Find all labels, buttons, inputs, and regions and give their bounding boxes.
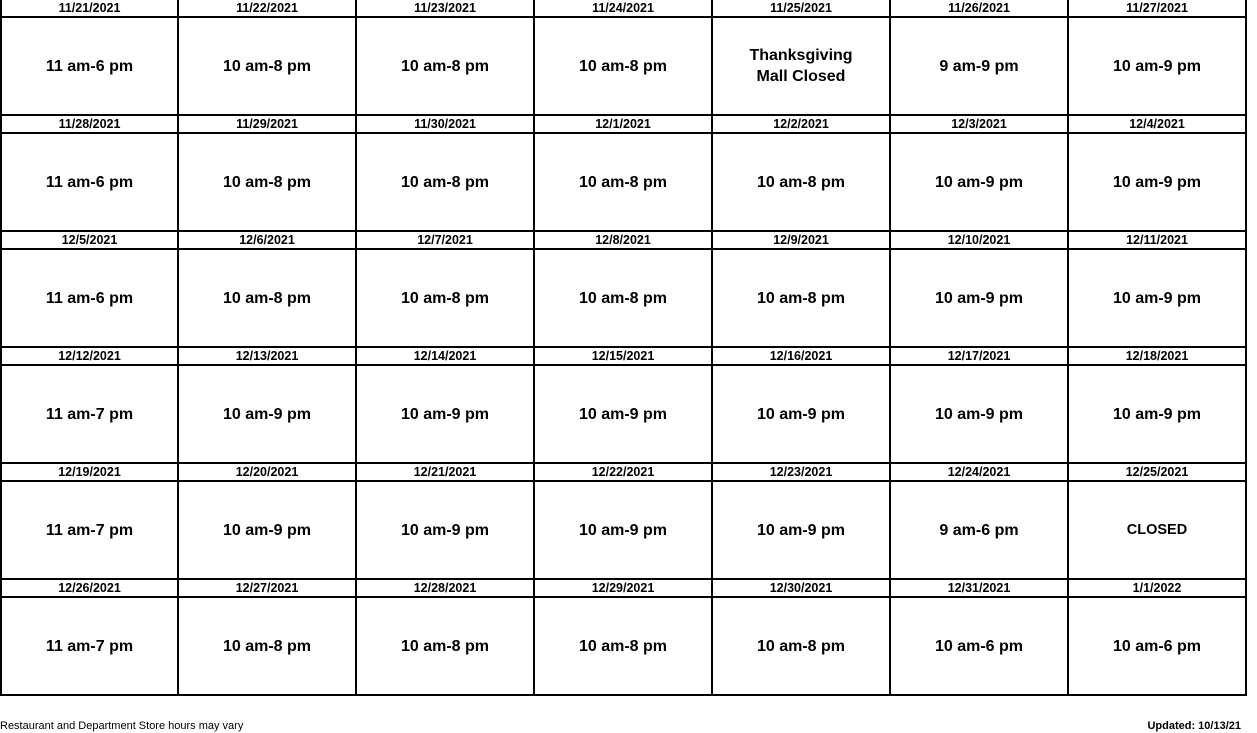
hours-text: 10 am-8 pm [400,637,490,655]
hours-row [1,133,1246,231]
hours-text: 10 am-8 pm [578,289,668,307]
hours-cell [1,365,178,463]
date-cell: 12/27/2021 [178,579,356,597]
hours-cell [178,365,356,463]
hours-cell [178,133,356,231]
date-cell: 11/22/2021 [178,0,356,17]
hours-text: 11 am-6 pm [45,173,134,191]
hours-cell [890,365,1068,463]
date-cell: 12/24/2021 [890,463,1068,481]
date-cell: 12/17/2021 [890,347,1068,365]
hours-cell [178,481,356,579]
hours-text: 10 am-9 pm [222,405,312,423]
hours-text: 10 am-8 pm [578,637,668,655]
hours-text: 10 am-9 pm [400,521,490,539]
hours-cell [356,597,534,695]
hours-cell [1068,597,1246,695]
date-cell: 12/26/2021 [1,579,178,597]
hours-cell [356,481,534,579]
hours-text: 11 am-6 pm [45,57,134,75]
hours-row [1,249,1246,347]
hours-text: 10 am-9 pm [934,289,1024,307]
date-cell: 12/8/2021 [534,231,712,249]
date-cell: 12/7/2021 [356,231,534,249]
date-cell: 12/9/2021 [712,231,890,249]
hours-text: 10 am-6 pm [934,637,1024,655]
hours-text: 11 am-7 pm [45,637,134,655]
date-cell: 12/3/2021 [890,115,1068,133]
date-cell: 12/29/2021 [534,579,712,597]
date-cell: 12/31/2021 [890,579,1068,597]
hours-cell [178,597,356,695]
hours-text: 11 am-7 pm [45,405,134,423]
date-cell: 12/30/2021 [712,579,890,597]
hours-row [1,597,1246,695]
date-cell: 12/4/2021 [1068,115,1246,133]
hours-row [1,17,1246,115]
updated-date: Updated: 10/13/21 [1147,720,1241,732]
hours-text: 10 am-8 pm [756,637,846,655]
hours-cell [1068,481,1246,579]
hours-cell [890,17,1068,115]
hours-text: 9 am-9 pm [939,57,1019,75]
hours-text: 10 am-9 pm [1112,289,1202,307]
hours-text: 10 am-9 pm [1112,57,1202,75]
hours-text: 9 am-6 pm [939,521,1019,539]
date-cell: 12/2/2021 [712,115,890,133]
hours-text: 10 am-9 pm [934,405,1024,423]
date-cell: 1/1/2022 [1068,579,1246,597]
date-cell: 12/21/2021 [356,463,534,481]
hours-text: 10 am-8 pm [578,57,668,75]
date-cell: 12/18/2021 [1068,347,1246,365]
hours-text: 10 am-9 pm [578,521,668,539]
hours-cell [534,133,712,231]
hours-cell [712,365,890,463]
date-cell: 11/27/2021 [1068,0,1246,17]
hours-text: Thanksgiving Mall Closed [749,47,853,85]
date-cell: 11/25/2021 [712,0,890,17]
hours-cell [356,249,534,347]
hours-text: 10 am-8 pm [400,289,490,307]
hours-text: 10 am-9 pm [1112,405,1202,423]
hours-text: 10 am-9 pm [222,521,312,539]
hours-cell [1,481,178,579]
hours-text: 10 am-8 pm [756,289,846,307]
date-cell: 12/23/2021 [712,463,890,481]
hours-cell [712,597,890,695]
hours-cell [712,17,890,115]
schedule-body [1,0,1246,695]
date-cell: 12/16/2021 [712,347,890,365]
footer-note: Restaurant and Department Store hours may vary [0,720,244,732]
date-cell: 11/28/2021 [1,115,178,133]
date-cell: 12/19/2021 [1,463,178,481]
hours-cell [1,597,178,695]
hours-cell [890,133,1068,231]
hours-text: 11 am-6 pm [45,289,134,307]
date-cell: 11/23/2021 [356,0,534,17]
date-row [1,0,1246,17]
hours-row [1,365,1246,463]
hours-text: 10 am-6 pm [1112,637,1202,655]
hours-text: 10 am-9 pm [400,405,490,423]
hours-cell [178,249,356,347]
date-cell: 12/14/2021 [356,347,534,365]
hours-cell [712,249,890,347]
hours-cell [1,17,178,115]
date-cell: 11/30/2021 [356,115,534,133]
date-cell: 11/24/2021 [534,0,712,17]
date-cell: 12/6/2021 [178,231,356,249]
hours-cell [1,133,178,231]
date-cell: 12/13/2021 [178,347,356,365]
date-row [1,579,1246,597]
date-cell: 11/26/2021 [890,0,1068,17]
date-cell: 12/5/2021 [1,231,178,249]
hours-text: 10 am-8 pm [400,173,490,191]
hours-text: 10 am-8 pm [222,173,312,191]
hours-text: 10 am-8 pm [222,289,312,307]
date-cell: 12/1/2021 [534,115,712,133]
date-cell: 12/12/2021 [1,347,178,365]
hours-text: 10 am-8 pm [578,173,668,191]
hours-cell [1068,249,1246,347]
hours-row [1,481,1246,579]
hours-text: 11 am-7 pm [45,521,134,539]
hours-text: 10 am-9 pm [756,405,846,423]
date-cell: 12/22/2021 [534,463,712,481]
date-cell: 11/21/2021 [1,0,178,17]
hours-text: 10 am-8 pm [756,173,846,191]
hours-cell [712,481,890,579]
hours-text: 10 am-8 pm [222,637,312,655]
date-cell: 11/29/2021 [178,115,356,133]
date-cell: 12/11/2021 [1068,231,1246,249]
hours-cell [534,597,712,695]
hours-cell [890,597,1068,695]
hours-cell [1,249,178,347]
hours-cell [178,17,356,115]
date-row [1,463,1246,481]
hours-cell [534,481,712,579]
date-row [1,231,1246,249]
date-row [1,347,1246,365]
date-cell: 12/15/2021 [534,347,712,365]
hours-cell [712,133,890,231]
date-cell: 12/20/2021 [178,463,356,481]
hours-cell [356,17,534,115]
hours-text: 10 am-9 pm [1112,173,1202,191]
hours-text: 10 am-8 pm [400,57,490,75]
hours-text: CLOSED [1126,522,1188,538]
hours-cell [534,17,712,115]
hours-cell [534,249,712,347]
date-cell: 12/28/2021 [356,579,534,597]
hours-cell [356,133,534,231]
hours-text: 10 am-9 pm [756,521,846,539]
date-row [1,115,1246,133]
hours-cell [890,249,1068,347]
date-cell: 12/10/2021 [890,231,1068,249]
hours-cell [1068,365,1246,463]
hours-cell [1068,17,1246,115]
hours-cell [890,481,1068,579]
date-cell: 12/25/2021 [1068,463,1246,481]
hours-text: 10 am-9 pm [578,405,668,423]
hours-text: 10 am-9 pm [934,173,1024,191]
hours-text: 10 am-8 pm [222,57,312,75]
hours-cell [534,365,712,463]
hours-cell [1068,133,1246,231]
hours-cell [356,365,534,463]
